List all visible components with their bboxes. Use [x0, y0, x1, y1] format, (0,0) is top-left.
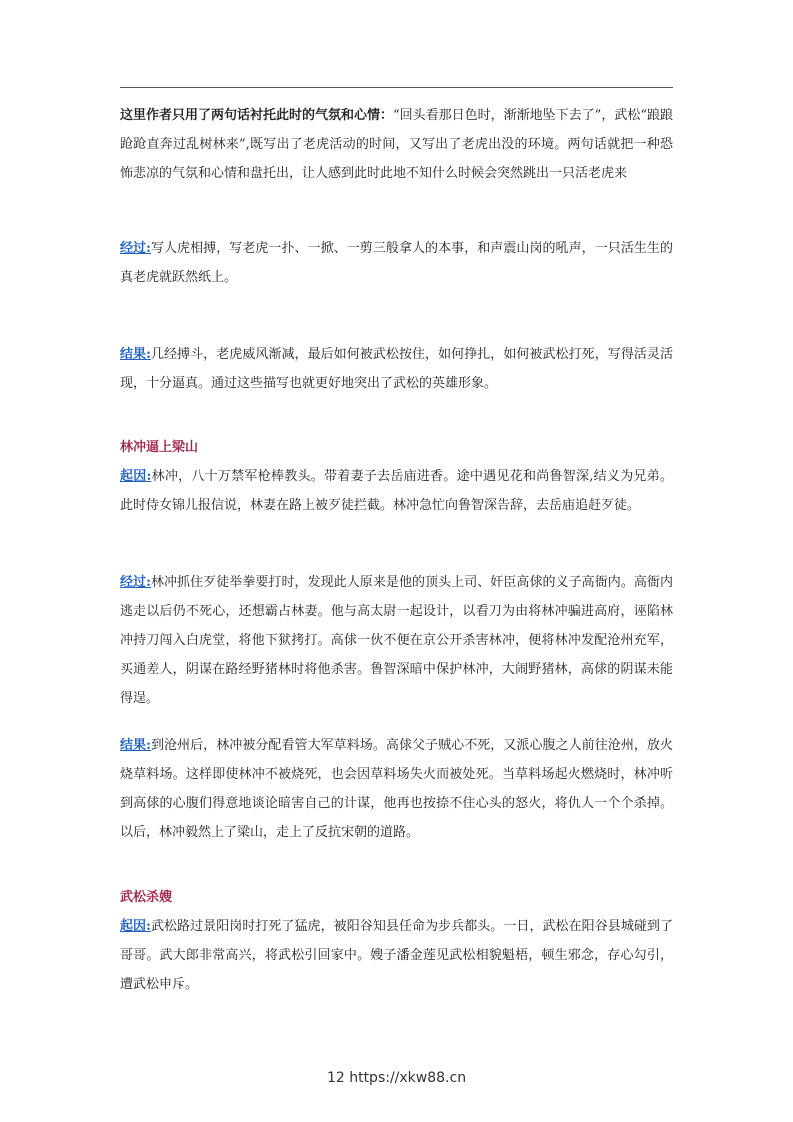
linchong-process-paragraph [120, 568, 673, 713]
cause-label: 起因: [120, 919, 151, 934]
wusong-sao-cause-paragraph [120, 912, 673, 999]
wusong-tiger-process-paragraph [120, 234, 673, 292]
intro-paragraph [120, 101, 673, 188]
result-label: 结果: [120, 347, 151, 362]
result-text: 到沧州后，林冲被分配看管大军草料场。高俅父子贼心不死，又派心腹之人前往沧州，放火烧草料场。这样即使林冲不被烧死，也会因草料场失火而被处死。当草料场起火燃烧时，林冲听到高俅的心腹们得意地谈论暗害自己的计谋，他再也按捺不住心头的怒火，将仇人一个个杀掉。以后，林冲毅然上了梁山，走上了反抗宋朝的道路。 [120, 738, 673, 840]
section-title-linchong: 林冲逼上梁山 [120, 440, 199, 455]
process-label: 经过: [120, 575, 151, 590]
page-footer: 12 https://xkw88.cn [326, 1070, 467, 1086]
cause-text: 林冲，八十万禁军枪棒教头。带着妻子去岳庙进香。途中遇见花和尚鲁智深,结义为兄弟。此时侍女锦儿报信说，林妻在路上被歹徒拦截。林冲急忙向鲁智深告辞，去岳庙追赶歹徒。 [120, 469, 673, 513]
linchong-cause-paragraph [120, 462, 673, 520]
section-title-wusong-sao: 武松杀嫂 [120, 890, 173, 905]
process-label: 经过: [120, 241, 151, 256]
linchong-result-paragraph [120, 731, 673, 847]
cause-text: 武松路过景阳岗时打死了猛虎，被阳谷知县任命为步兵都头。一日，武松在阳谷县城碰到了哥哥。武大郎非常高兴，将武松引回家中。嫂子潘金莲见武松相貌魁梧，顿生邪念，存心勾引，遭武松申斥。 [120, 919, 673, 992]
intro-lead: 这里作者只用了两句话衬托此时的气氛和心情： [120, 108, 394, 123]
result-text: 几经搏斗，老虎威风渐减，最后如何被武松按住，如何挣扎，如何被武松打死，写得活灵活现，十分逼真。通过这些描写也就更好地突出了武松的英雄形象。 [120, 347, 673, 391]
intro-text: “回头看那日色时，渐渐地坠下去了”，武松“踉踉跄跄直奔过乱树林来”,既写出了老虎活动的时间，又写出了老虎出没的环境。两句话就把一种恐怖悲凉的气氛和心情和盘托出，让人感到此时此地不知什么时候会突然跳出一只活老虎来 [120, 108, 673, 181]
result-label: 结果: [120, 738, 151, 753]
cause-label: 起因: [120, 469, 152, 484]
wusong-tiger-result-paragraph [120, 340, 673, 398]
header-rule [120, 87, 673, 88]
process-text: 林冲抓住歹徒举拳要打时，发现此人原来是他的顶头上司、奸臣高俅的义子高衙内。高衙内逃走以后仍不死心，还想霸占林妻。他与高太尉一起设计，以看刀为由将林冲骗进高府，诬陷林冲持刀闯入白虎堂，将他下狱拷打。高俅一伙不便在京公开杀害林冲，便将林冲发配沧州充军，买通差人，阴谋在路经野猪林时将他杀害。鲁智深暗中保护林冲，大闹野猪林，高俅的阴谋未能得逞。 [120, 575, 673, 706]
process-text: 写人虎相搏，写老虎一扑、一掀、一剪三般拿人的本事，和声震山岗的吼声，一只活生生的真老虎就跃然纸上。 [120, 241, 673, 285]
